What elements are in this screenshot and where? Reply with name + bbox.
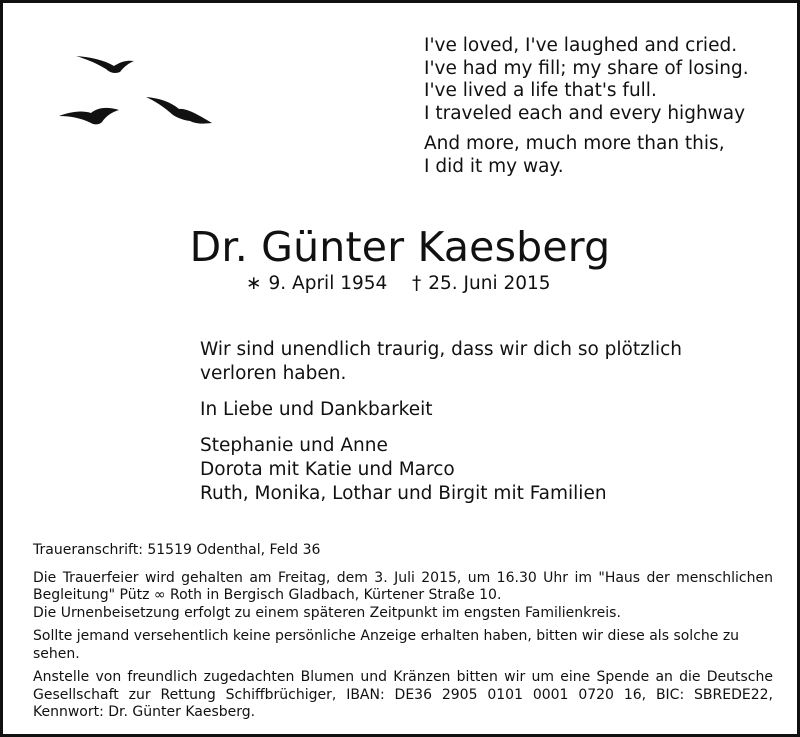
death-date-text: 25. Juni 2015: [428, 273, 551, 294]
personal-notice: Sollte jemand versehentlich keine persönliche Anzeige erhalten haben, bitten wir diese als solche zu sehen.: [33, 628, 740, 662]
birth-date: [246, 272, 387, 296]
message-line: Wir sind unendlich traurig, dass wir dich so plötzlich: [200, 339, 683, 360]
bird-icon: [146, 97, 212, 124]
poem-line: I've had my fill; my share of losing.: [424, 57, 749, 79]
poem-line: I traveled each and every highway: [424, 102, 746, 124]
birds-illustration: [56, 48, 236, 138]
death-cross-icon: †: [412, 273, 422, 294]
urn-notice: Die Urnenbeisetzung erfolgt zu einem späteren Zeitpunkt im engsten Familienkreis.: [33, 604, 621, 621]
poem-line: I've loved, I've laughed and cried.: [424, 35, 738, 56]
poem-line: I did it my way.: [424, 155, 564, 177]
poem-stanza: [424, 35, 749, 125]
message-text: [200, 338, 682, 386]
mourners-list: [200, 434, 682, 506]
mourner: Ruth, Monika, Lothar und Birgit mit Familien: [200, 483, 607, 504]
footer-notes: [33, 542, 773, 722]
ceremony-notice: Die Trauerfeier wird gehalten am Freitag, dem 3. Juli 2015, um 16.30 Uhr im "Haus der menschlichen Begleitung" Pütz ∞ Roth in Bergisch Gladbach, Kürtener Straße 10.: [33, 569, 773, 603]
closing-line: In Liebe und Dankbarkeit: [200, 399, 433, 420]
mourning-address: Traueranschrift: 51519 Odenthal, Feld 36: [33, 542, 321, 558]
poem-line: And more, much more than this,: [424, 133, 725, 154]
birth-date-text: 9. April 1954: [268, 273, 388, 294]
donation-notice: Anstelle von freundlich zugedachten Blumen und Kränzen bitten wir um eine Spende an die Deutsche Gesellschaft zur Rettung Schiffbrüchiger, IBAN: DE36 2905 0101 0001 0720 16, BIC: SBREDE22, Kennwort: Dr. Günter Kaesberg.: [33, 669, 773, 720]
bird-icon: [76, 56, 134, 73]
poem-line: I've lived a life that's full.: [424, 80, 657, 101]
death-date: [412, 272, 551, 296]
poem: [424, 35, 749, 178]
message-line: verloren haben.: [200, 363, 347, 384]
bird-icon: [59, 108, 119, 125]
condolence-message: [200, 338, 682, 506]
mourner: Dorota mit Katie und Marco: [200, 459, 455, 480]
poem-stanza: [424, 133, 749, 178]
mourner: Stephanie und Anne: [200, 435, 388, 456]
message-closing: [200, 398, 682, 422]
birth-star-icon: ∗: [246, 273, 262, 294]
deceased-name: Dr. Günter Kaesberg: [189, 223, 611, 271]
